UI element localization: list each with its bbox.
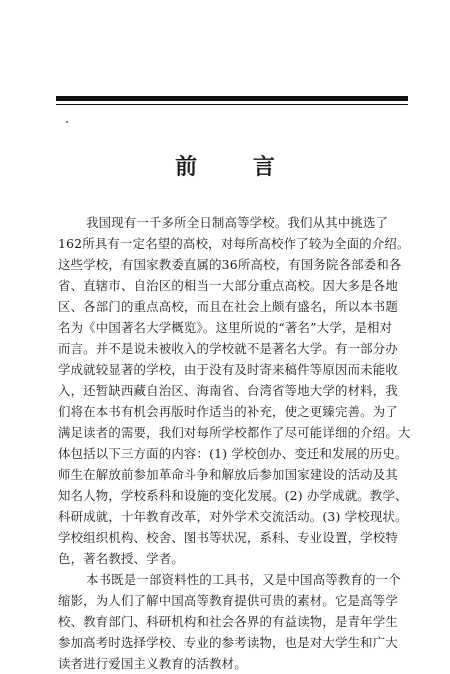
text-line: 色，著名教授、学者。 xyxy=(58,551,184,566)
text-line: 们将在本书有机会再版时作适当的补充，使之更臻完善。为了 xyxy=(58,404,398,419)
text-line: 读者进行爱国主义教育的活教材。 xyxy=(58,656,247,671)
text-line: 我国现有一千多所全日制高等学校。我们从其中挑选了 xyxy=(86,215,389,230)
text-line: 缩影，为人们了解中国高等教育提供可贵的素材。它是高等学 xyxy=(58,593,398,608)
text-line: 科研成就，十年教育改革，对外学术交流活动。(3) 学校现状。 xyxy=(58,509,408,524)
text-line: 名为《中国著名大学概览》。这里所说的“著名”大学，是相对 xyxy=(58,320,393,335)
preface-body xyxy=(58,212,416,674)
text-line: 校、教育部门、科研机构和社会各界的有益读物，是青年学生 xyxy=(58,614,398,629)
text-line: 区、各部门的重点高校，而且在社会上颇有盛名，所以本书题 xyxy=(58,299,398,314)
text-line: 满足读者的需要，我们对每所学校都作了尽可能详细的介绍。大 xyxy=(58,425,411,440)
text-line: 这些学校，有国家教委直属的36所高校，有国务院各部委和各 xyxy=(58,257,402,272)
text-line: 而言。并不是说未被收入的学校就不是著名大学。有一部分办 xyxy=(58,341,398,356)
text-line: 学成就较显著的学校，由于没有及时寄来稿件等原因而未能收 xyxy=(58,362,398,377)
text-line: 学校组织机构、校舍、图书等状况，系科、专业设置，学校特 xyxy=(58,530,398,545)
text-line: 162所具有一定名望的高校，对每所高校作了较为全面的介绍。 xyxy=(58,236,410,251)
top-rule-thick xyxy=(56,96,408,101)
text-line: 体包括以下三方面的内容：(1) 学校创办、变迁和发展的历史。 xyxy=(58,446,408,461)
text-line: 参加高考时选择学校、专业的参考读物，也是对大学生和广大 xyxy=(58,635,398,650)
print-speck xyxy=(66,121,68,123)
text-line: 省、直辖市、自治区的相当一大部分重点高校。因大多是各地 xyxy=(58,278,398,293)
text-line: 师生在解放前参加革命斗争和解放后参加国家建设的活动及其 xyxy=(58,467,398,482)
text-line: 入，还暂缺西藏自治区、海南省、台湾省等地大学的材料，我 xyxy=(58,383,398,398)
text-line: 知名人物，学校系科和设施的变化发展。(2) 办学成就。教学、 xyxy=(58,488,408,503)
page-title: 前 言 xyxy=(175,154,299,180)
text-line: 本书既是一部资料性的工具书，又是中国高等教育的一个 xyxy=(86,572,401,587)
top-rule-thin xyxy=(56,104,408,105)
